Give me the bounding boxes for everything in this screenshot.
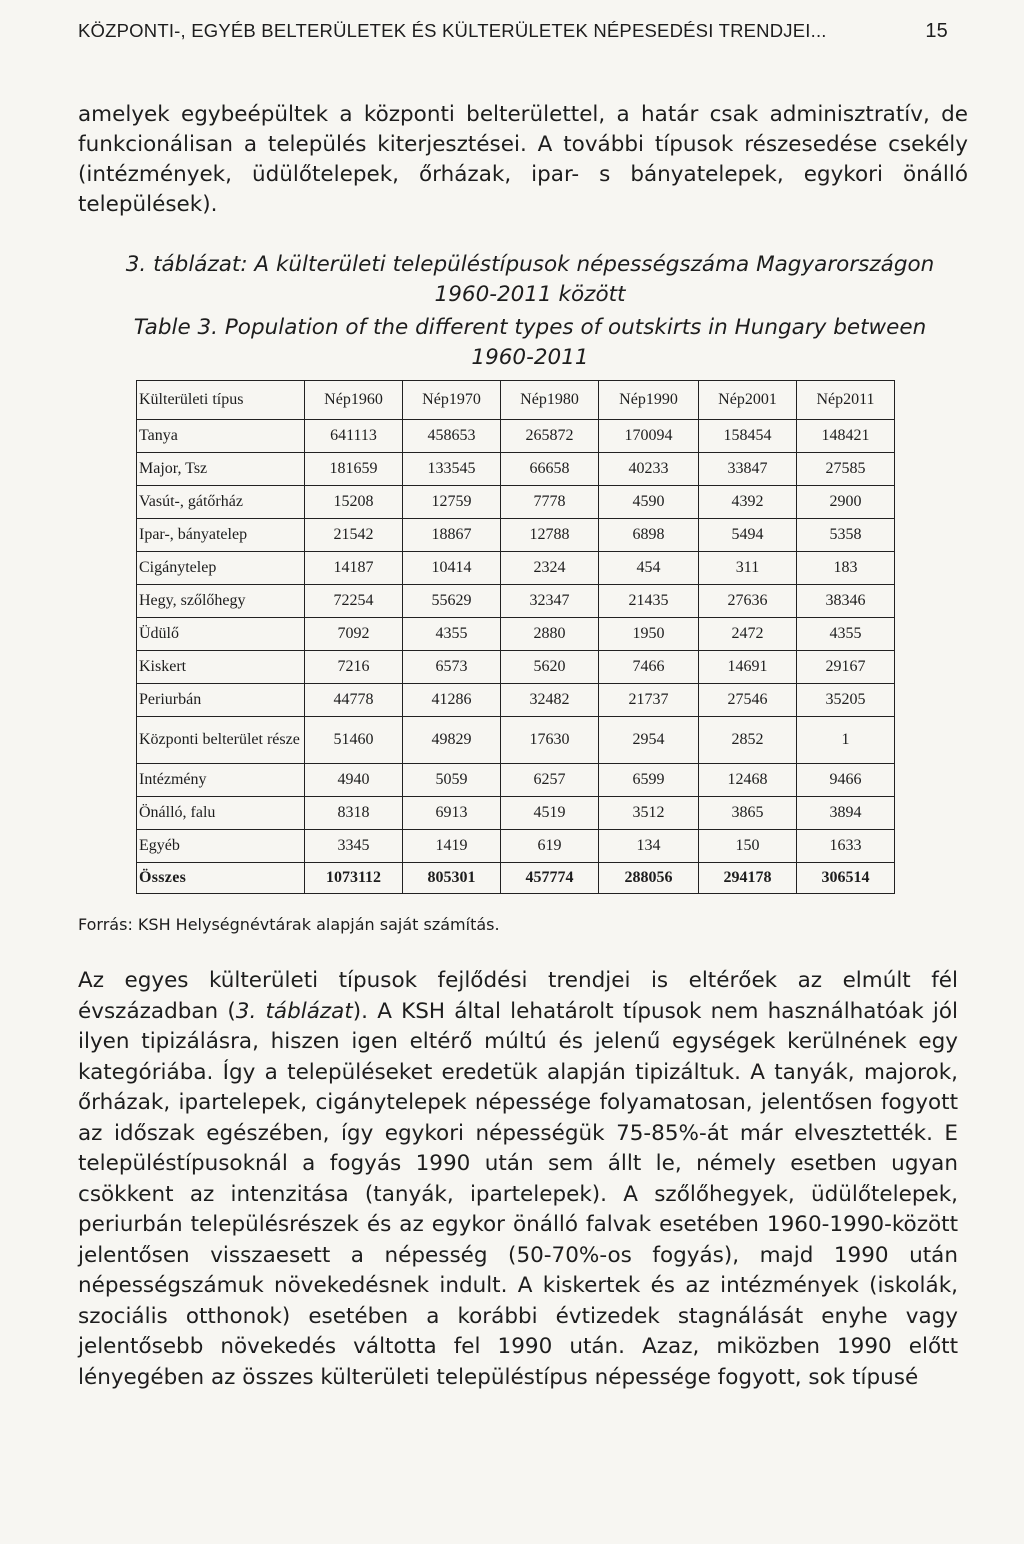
- value-cell: 133545: [403, 453, 501, 486]
- value-cell: 5620: [501, 651, 599, 684]
- value-cell: 6573: [403, 651, 501, 684]
- value-cell: 40233: [599, 453, 699, 486]
- table-row: [137, 453, 895, 486]
- value-cell: 457774: [501, 863, 599, 894]
- body-text-part: Az egyes külterületi típusok fejlődési trendjei is eltérőek az elmúlt fél évszázadban (: [78, 968, 958, 1024]
- value-cell: 2880: [501, 618, 599, 651]
- table-row: [137, 420, 895, 453]
- value-cell: 2324: [501, 552, 599, 585]
- value-cell: 72254: [305, 585, 403, 618]
- value-cell: 2900: [797, 486, 895, 519]
- table-row: [137, 830, 895, 863]
- table-caption-hungarian: 3. táblázat: A külterületi településtípusok népességszáma Magyarországon 1960-2011 között: [125, 252, 935, 307]
- value-cell: 12788: [501, 519, 599, 552]
- value-cell: 5059: [403, 764, 501, 797]
- value-cell: 294178: [699, 863, 797, 894]
- body-text-part: ). A KSH által lehatárolt típusok nem használhatóak jól ilyen tipizálásra, hiszen igen eltérő múltú és jelenű egységek kerülnének egy kategóriába. Így a településeket eredetük alapján tipizáltuk. A tanyák, majorok, őrházak, ipartelepek, cigánytelepek népessége folyamatosan, jelentősen fogyott az időszak egészében, így egykori népességük 75-85%-át már elvesztették. E településtípusoknál a fogyás 1990 után sem állt le, némely esetben ugyan csökkent az intenzitása (tanyák, ipartelepek). A szőlőhegyek, üdülőtelepek, periurbán településrészek és az egykor önálló falvak esetében 1960-1990-között jelentősen visszaesett a népesség (50-70%-os fogyás), majd 1990 után népességszámuk növekedésnek indult. A kiskertek és az intézmények (iskolák, szociális otthonok) esetében a korábbi évtizedek stagnálását enyhe vagy jelentősebb növekedés váltotta fel 1990 után. Azaz, miközben 1990 előtt lényegében az összes külterületi településtípus népessége fogyott, sok típusé: [78, 998, 958, 1390]
- value-cell: 4519: [501, 797, 599, 830]
- value-cell: 1950: [599, 618, 699, 651]
- row-label-cell: Periurbán: [137, 684, 305, 717]
- intro-paragraph: amelyek egybeépültek a központi belterülettel, a határ csak adminisztratív, de funkcionálisan a település kiterjesztései. A további típusok részesedése csekély (intézmények, üdülőtelepek, őrházak, ipar- s bányatelepek, egykori önálló települések).: [78, 102, 968, 217]
- value-cell: 619: [501, 830, 599, 863]
- table-row: [137, 519, 895, 552]
- value-cell: 158454: [699, 420, 797, 453]
- value-cell: 3512: [599, 797, 699, 830]
- value-cell: 32347: [501, 585, 599, 618]
- value-cell: 51460: [305, 717, 403, 764]
- value-cell: 9466: [797, 764, 895, 797]
- table-row: [137, 797, 895, 830]
- table-reference: 3. táblázat: [235, 998, 353, 1024]
- value-cell: 3345: [305, 830, 403, 863]
- value-cell: 21542: [305, 519, 403, 552]
- table-body: [137, 420, 895, 894]
- value-cell: 8318: [305, 797, 403, 830]
- value-cell: 35205: [797, 684, 895, 717]
- row-label-cell: Vasút-, gátőrház: [137, 486, 305, 519]
- value-cell: 6599: [599, 764, 699, 797]
- value-cell: 66658: [501, 453, 599, 486]
- row-label-cell: Egyéb: [137, 830, 305, 863]
- row-label-cell: Központi belterület része: [137, 717, 305, 764]
- value-cell: 29167: [797, 651, 895, 684]
- value-cell: 6257: [501, 764, 599, 797]
- value-cell: 17630: [501, 717, 599, 764]
- value-cell: 805301: [403, 863, 501, 894]
- value-cell: 5358: [797, 519, 895, 552]
- value-cell: 21435: [599, 585, 699, 618]
- value-cell: 458653: [403, 420, 501, 453]
- value-cell: 33847: [699, 453, 797, 486]
- value-cell: 150: [699, 830, 797, 863]
- value-cell: 15208: [305, 486, 403, 519]
- running-title: KÖZPONTI-, EGYÉB BELTERÜLETEK ÉS KÜLTERÜLETEK NÉPESEDÉSI TRENDJEI...: [78, 20, 827, 41]
- value-cell: 4392: [699, 486, 797, 519]
- value-cell: 4590: [599, 486, 699, 519]
- column-header: Nép1960: [305, 381, 403, 420]
- value-cell: 7092: [305, 618, 403, 651]
- value-cell: 4355: [403, 618, 501, 651]
- value-cell: 311: [699, 552, 797, 585]
- value-cell: 18867: [403, 519, 501, 552]
- table-row: [137, 651, 895, 684]
- table-row: [137, 684, 895, 717]
- value-cell: 5494: [699, 519, 797, 552]
- value-cell: 641113: [305, 420, 403, 453]
- table-row: [137, 585, 895, 618]
- value-cell: 14691: [699, 651, 797, 684]
- value-cell: 4940: [305, 764, 403, 797]
- table-row: [137, 717, 895, 764]
- table-caption-english: Table 3. Population of the different types of outskirts in Hungary between 1960-2011: [133, 315, 927, 370]
- row-label-cell: Cigánytelep: [137, 552, 305, 585]
- row-label-cell: Intézmény: [137, 764, 305, 797]
- value-cell: 49829: [403, 717, 501, 764]
- value-cell: 10414: [403, 552, 501, 585]
- row-label-cell: Ipar-, bányatelep: [137, 519, 305, 552]
- row-label-cell: Kiskert: [137, 651, 305, 684]
- value-cell: 288056: [599, 863, 699, 894]
- column-header: Nép1980: [501, 381, 599, 420]
- value-cell: 7778: [501, 486, 599, 519]
- value-cell: 170094: [599, 420, 699, 453]
- value-cell: 27636: [699, 585, 797, 618]
- value-cell: 2852: [699, 717, 797, 764]
- value-cell: 7216: [305, 651, 403, 684]
- value-cell: 1633: [797, 830, 895, 863]
- value-cell: 2954: [599, 717, 699, 764]
- value-cell: 6898: [599, 519, 699, 552]
- value-cell: 38346: [797, 585, 895, 618]
- value-cell: 3865: [699, 797, 797, 830]
- row-label-cell: Tanya: [137, 420, 305, 453]
- value-cell: 27585: [797, 453, 895, 486]
- column-header: Nép2001: [699, 381, 797, 420]
- row-label-cell: Hegy, szőlőhegy: [137, 585, 305, 618]
- value-cell: 183: [797, 552, 895, 585]
- column-header: Nép2011: [797, 381, 895, 420]
- value-cell: 6913: [403, 797, 501, 830]
- value-cell: 41286: [403, 684, 501, 717]
- value-cell: 21737: [599, 684, 699, 717]
- value-cell: 3894: [797, 797, 895, 830]
- value-cell: 7466: [599, 651, 699, 684]
- value-cell: 32482: [501, 684, 599, 717]
- column-header: Nép1970: [403, 381, 501, 420]
- value-cell: 44778: [305, 684, 403, 717]
- body-paragraph: [78, 966, 958, 1393]
- table-header-row: [137, 381, 895, 420]
- population-table: [136, 380, 895, 894]
- table-row: [137, 764, 895, 797]
- value-cell: 1419: [403, 830, 501, 863]
- value-cell: 14187: [305, 552, 403, 585]
- source-note: Forrás: KSH Helységnévtárak alapján saját számítás.: [78, 915, 500, 934]
- value-cell: 12759: [403, 486, 501, 519]
- value-cell: 454: [599, 552, 699, 585]
- table-total-row: [137, 863, 895, 894]
- value-cell: 4355: [797, 618, 895, 651]
- table-row: [137, 486, 895, 519]
- value-cell: 1: [797, 717, 895, 764]
- value-cell: 2472: [699, 618, 797, 651]
- column-header: Külterületi típus: [137, 381, 305, 420]
- value-cell: 12468: [699, 764, 797, 797]
- value-cell: 55629: [403, 585, 501, 618]
- value-cell: 306514: [797, 863, 895, 894]
- value-cell: 265872: [501, 420, 599, 453]
- column-header: Nép1990: [599, 381, 699, 420]
- value-cell: 1073112: [305, 863, 403, 894]
- value-cell: 181659: [305, 453, 403, 486]
- row-label-cell: Major, Tsz: [137, 453, 305, 486]
- row-label-cell: Üdülő: [137, 618, 305, 651]
- table-row: [137, 618, 895, 651]
- value-cell: 148421: [797, 420, 895, 453]
- page-number: 15: [925, 20, 948, 42]
- value-cell: 134: [599, 830, 699, 863]
- value-cell: 27546: [699, 684, 797, 717]
- row-label-cell: Összes: [137, 863, 305, 894]
- running-header: [78, 20, 948, 42]
- table-row: [137, 552, 895, 585]
- row-label-cell: Önálló, falu: [137, 797, 305, 830]
